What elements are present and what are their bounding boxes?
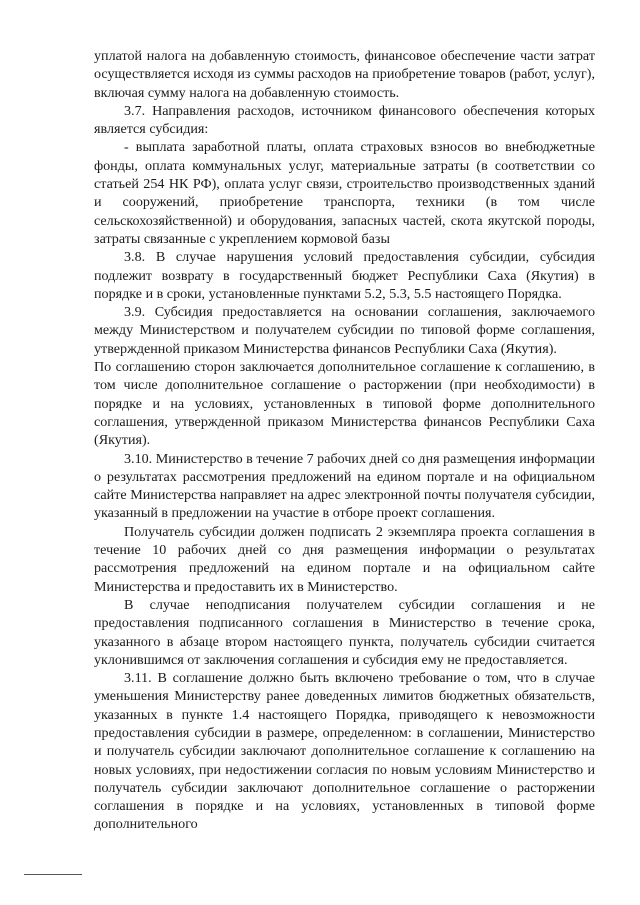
paragraph-expense-list-item: - выплата заработной платы, оплата страховых взносов во внебюджетные фонды, оплата коммунальных услуг, материальные затраты (в соответствии со статьей 254 НК РФ), оплата услуг связи, строительство производственных зданий и сооружений, приобретение транспорта, техники (в том числе сельскохозяйственной) и оборудования, запасных частей, скота якутской породы, затраты связанные с укреплением кормовой базы — [94, 139, 595, 247]
footnote-divider — [24, 874, 82, 875]
paragraph-non-signing: В случае неподписания получателем субсидии соглашения и не предоставления подписанного соглашения в Министерство в течение срока, указанного в абзаце втором настоящего пункта, получатель субсидии считается уклонившимся от заключения соглашения и субсидия ему не предоставляется. — [94, 596, 595, 668]
paragraph-3-7: 3.7. Направления расходов, источником финансового обеспечения которых является субсидия: — [94, 102, 595, 138]
paragraph-additional-agreement: По соглашению сторон заключается дополнительное соглашение к соглашению, в том числе дополнительное соглашение о расторжении (при необходимости) в порядке и на условиях, установленных в типовой форме дополнительного соглашения, утвержденной приказом Министерства финансов Республики Саха (Якутия). — [94, 359, 595, 449]
paragraph-3-11: 3.11. В соглашение должно быть включено требование о том, что в случае уменьшения Министерству ранее доведенных лимитов бюджетных обязательств, указанных в пункте 1.4 настоящего Порядка, приводящего к невозможности предоставления субсидии в размере, определенном: в соглашении, Министерство и получатель субсидии заключают дополнительное соглашение к соглашению на новых условиях, при недостижении согласия по новым условиям Министерство и получатель субсидии заключают дополнительное соглашение о расторжении соглашения в порядке и на условиях, установленных в типовой форме дополнительного — [94, 670, 595, 833]
paragraph-signing-deadline: Получатель субсидии должен подписать 2 экземпляра проекта соглашения в течение 10 рабочих дней со дня размещения информации о результатах рассмотрения предложений на едином портале и на официальном сайте Министерства и предоставить их в Министерство. — [94, 523, 595, 595]
paragraph-3-10: 3.10. Министерство в течение 7 рабочих дней со дня размещения информации о результатах рассмотрения предложений на едином портале и на официальном сайте Министерства направляет на адрес электронной почты получателя субсидии, указанный в предложении на участие в отборе проект соглашения. — [94, 450, 595, 522]
paragraph-vat-continuation: уплатой налога на добавленную стоимость, финансовое обеспечение части затрат осуществляется исходя из суммы расходов на приобретение товаров (работ, услуг), включая сумму налога на добавленную стоимость. — [94, 48, 595, 101]
document-body — [94, 47, 595, 834]
paragraph-3-9: 3.9. Субсидия предоставляется на основании соглашения, заключаемого между Министерством и получателем субсидии по типовой форме соглашения, утвержденной приказом Министерства финансов Республики Саха (Якутия). — [94, 304, 595, 357]
paragraph-3-8: 3.8. В случае нарушения условий предоставления субсидии, субсидия подлежит возврату в государственный бюджет Республики Саха (Якутия) в порядке и в сроки, установленные пунктами 5.2, 5.3, 5.5 настоящего Порядка. — [94, 249, 595, 302]
